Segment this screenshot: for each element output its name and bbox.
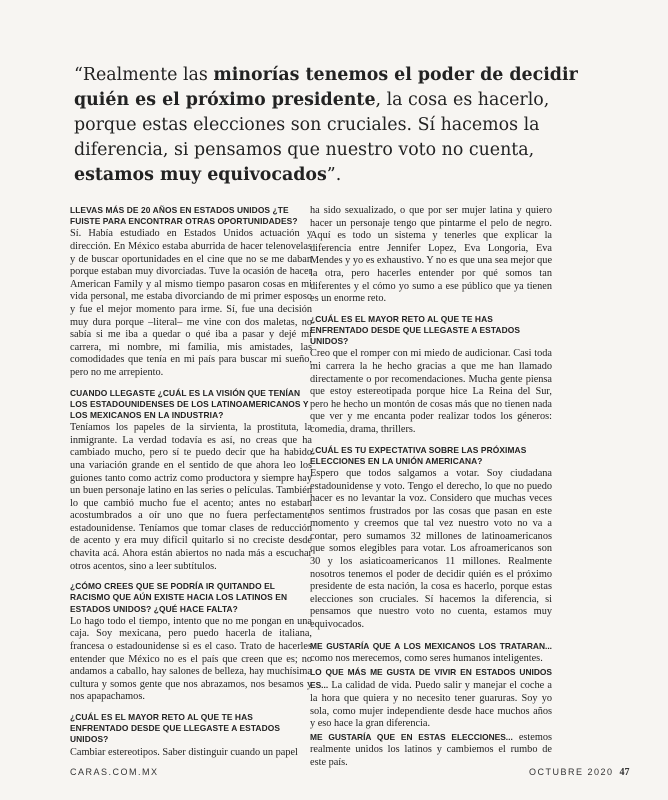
quote-emphasis: minorías tenemos el poder de decidir quién es el próximo presidente <box>74 65 578 110</box>
footer-issue <box>529 767 630 778</box>
question-heading: ¿CÓMO CREES QUE SE PODRÍA IR QUITANDO EL RACISMO QUE AÚN EXISTE HACIA LOS LATINOS EN ESTADOS UNIDOS? ¿QUÉ HACE FALTA? <box>70 581 288 614</box>
quote-text: , la cosa es hacerlo, porque estas elecciones son cruciales. Sí hacemos la diferencia, si pensamos que nuestro voto no cuenta, <box>74 90 550 160</box>
answer-paragraph: ha sido sexualizado, o que por ser mujer latina y quiero hacer un personaje tengo que pintarme el pelo de negro. Aquí es todo un sistema y tenerles que explicar la diferencia entre Jennifer Lopez, Eva Longoria, Eva Mendes y yo es exhaustivo. Y no es que una sea mejor que la otra, pero hacerles entender por qué somos tan diferentes y el cómo yo sumo a ese público que ya tienen es un enorme reto. <box>310 205 553 305</box>
article-column-right <box>310 205 552 770</box>
pull-quote <box>74 63 594 188</box>
statement-lead: ME GUSTARÍA QUE A LOS MEXICANOS LOS TRATARAN... <box>310 640 552 651</box>
statement-text: La calidad de vida. Puedo salir y manejar el coche a la hora que quiera y no necesito tener guaruras. Soy yo sola, como mujer independiente desde hace muchos años y eso hace la gran diferencia. <box>310 680 552 730</box>
statement-text: como nos merecemos, como seres humanos inteligentes. <box>310 653 543 665</box>
quote-text: “Realmente las <box>74 65 214 85</box>
page-number: 47 <box>619 767 630 778</box>
footer-site: CARAS.COM.MX <box>70 767 159 777</box>
closing-statement <box>310 731 552 770</box>
issue-date: OCTUBRE 2020 <box>529 767 614 777</box>
question-heading: ¿CUÁL ES EL MAYOR RETO AL QUE TE HAS ENFRENTADO DESDE QUE LLEGASTE A ESTADOS UNIDOS? <box>310 313 521 347</box>
closing-statement <box>310 640 552 666</box>
answer-paragraph: Sí. Había estudiado en Estados Unidos actuación y dirección. En México estaba aburrida de hacer telenovelas y de buscar oportunidades en el cine que no se me daban porque estaban muy divorciadas. Tuve la ocasión de hacer American Family y al mismo tiempo pasaron cosas en mi vida personal, me estaba divorciando de mi primer esposo y fue el mejor momento para irme. Sí, fue una decisión muy dura porque –literal– me vine con dos maletas, no sabía si me iba a quedar o qué iba a pasar y dejé mi carrera, mi nombre, mi familia, mis amistades, las comodidades que tenía en mi país para buscar mi sueño, pero no me arrepiento. <box>70 228 312 378</box>
question-heading: ¿CUÁL ES EL MAYOR RETO AL QUE TE HAS ENFRENTADO DESDE QUE LLEGASTE A ESTADOS UNIDOS? <box>70 712 281 745</box>
answer-paragraph: Espero que todos salgamos a votar. Soy ciudadana estadounidense y voto. Tengo el derecho, lo que no puedo hacer es no levantar la voz. Considero que muchas veces nos sentimos frustrados por las cosas que pasan en este momento y creemos que tal vez nuestro voto no va a contar, pero sumamos 32 millones de latinoamericanos que somos elegibles para votar. Los afroamericanos son 30 y los asiaticoamericanos 11 millones. Realmente nosotros tenemos el poder de decidir quién es el próximo presidente de esta nación, la cosa es hacerlo, porque estas elecciones son cruciales. Sí hacemos la diferencia, si pensamos que nuestro voto no cuenta, estamos muy equivocados. <box>310 467 552 631</box>
answer-paragraph: Cambiar estereotipos. Saber distinguir cuando un papel <box>70 746 298 758</box>
statement-lead: ME GUSTARÍA QUE EN ESTAS ELECCIONES... <box>310 731 513 742</box>
answer-paragraph: Lo hago todo el tiempo, intento que no me pongan en una caja. Soy mexicana, pero puedo hacerla de italiana, francesa o estadounidense si es el caso. Trato de hacerles entender que México no es el país que creen que es; no andamos a caballo, hay salones de belleza, hay muchísima cultura y somos gente que nos abrazamos, nos besamos y nos apapachamos. <box>70 615 312 703</box>
answer-paragraph: Creo que el romper con mi miedo de audicionar. Casi toda mi carrera la he hecho gracias a que me han llamado directamente o por recomendaciones. Mucha gente piensa que estoy estereotipada porque hice La Reina del Sur, pero he hecho un montón de cosas más que no tienen nada que ver y me encanta poder realizar todos los géneros: comedia, drama, thrillers. <box>310 348 552 435</box>
closing-statement <box>310 666 552 731</box>
statement-lead: LO QUE MÁS ME GUSTA DE VIVIR EN ESTADOS UNIDOS ES... <box>310 666 552 691</box>
statement-text: estemos realmente unidos los latinos y cambiemos el rumbo de este país. <box>310 731 553 768</box>
article-column-left <box>70 205 312 759</box>
answer-paragraph: Teníamos los papeles de la sirvienta, la prostituta, la inmigrante. La verdad todavía es así, no creas que ha cambiado mucho, pero sí te puedo decir que ha habido una variación grande en el sentido de que ahora leo los guiones tanto como actriz como productora y siempre hay un buen personaje latino en las series o películas. También lo que cambió mucho fue el acento; antes no estaban acostumbrados a oír uno que no fuera perfectamente estadounidense. Teníamos que tomar clases de reducción de acento y era muy difícil quitarlo si no creciste desde chavita acá. Ahora están abiertos no nada más a escuchar otros acentos, sino a leer subtítulos. <box>70 422 312 572</box>
quote-text: ”. <box>326 165 342 185</box>
question-heading: LLEVAS MÁS DE 20 AÑOS EN ESTADOS UNIDOS ¿TE FUISTE PARA ENCONTRAR OTRAS OPORTUNIDADES? <box>70 205 298 227</box>
quote-emphasis: estamos muy equivocados <box>74 165 327 185</box>
question-heading: ¿CUÁL ES TU EXPECTATIVA SOBRE LAS PRÓXIMAS ELECCIONES EN LA UNIÓN AMERICANA? <box>310 444 527 466</box>
question-heading: CUANDO LLEGASTE ¿CUÁL ES LA VISIÓN QUE TENÍAN LOS ESTADOUNIDENSES DE LOS LATINOAMERICANOS Y LOS MEXICANOS EN LA INDUSTRIA? <box>70 387 309 420</box>
